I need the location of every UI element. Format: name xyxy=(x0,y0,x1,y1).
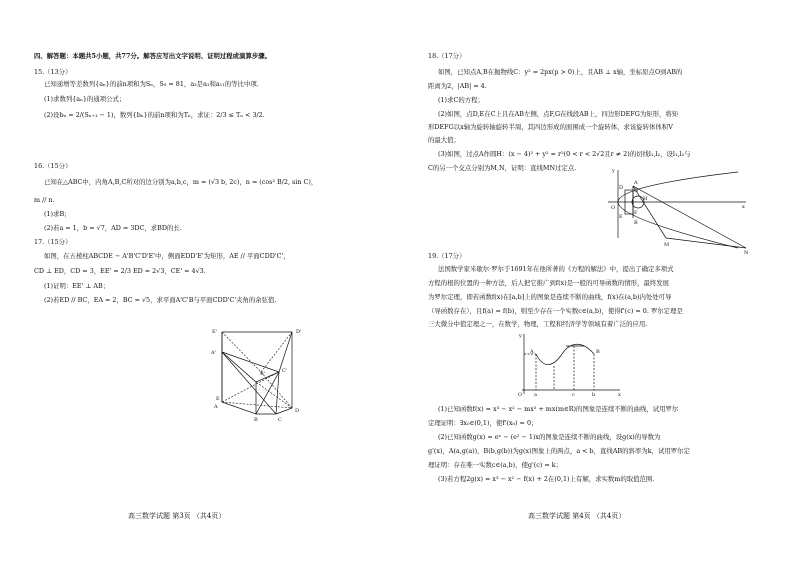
q17-heading: 17.（15分） xyxy=(34,238,72,246)
prism-label-A1: A' xyxy=(211,350,216,356)
q18-stem: 如图，已知点A,B在抛物线C：y² = 2px(p > 0)上，且AB ⊥ x轴，坐标原点O到AB的 xyxy=(438,68,683,76)
fig18-F: F xyxy=(634,210,638,216)
q19-stem-2: 方程的根的位置的一种方法，后人把它推广到f(x)是一般的可导函数的情形，最终发展 xyxy=(428,279,670,287)
fig18-M: M xyxy=(664,242,670,248)
prism-figure xyxy=(206,322,326,422)
prism-label-A: A xyxy=(214,404,218,410)
q18-part3-cont: C的另一个交点分别为M,N，证明：直线MN过定点. xyxy=(428,164,577,172)
rolle-figure xyxy=(514,332,624,398)
fig19-B: B xyxy=(596,349,600,355)
page-3-footer: 高三数学试题 第3页 （共4页） xyxy=(128,512,226,520)
fig18-D: D xyxy=(619,185,624,191)
prism-label-E: E xyxy=(216,396,220,402)
q19-stem-4: （导函数存在），且f(a) = f(b)，则至少存在一个实数c∈(a,b)，使得f'(c) = 0. 罗尔定理是 xyxy=(428,307,683,315)
q19-stem-3: 为罗尔定理，即若函数f(x)在[a,b]上的图象是连续不断的曲线，f(x)在(a,b)内处处可导 xyxy=(428,293,672,301)
q19-part2-cont: g'(x)，A(a,g(a))，B(b,g(b))为g(x)图象上的两点，a < b，直线AB的斜率为k，试用罗尔定 xyxy=(428,447,690,455)
q19-part1: (1)已知函数f(x) = x³ − x² − mx² + mx(m∈R)的图象是连续不断的曲线，试用罗尔 xyxy=(438,405,679,413)
q18-stem-cont: 距离为2，|AB| = 4. xyxy=(428,82,487,90)
fig19-y: y xyxy=(519,333,522,339)
q18-part2-cont: 形DEFG以x轴为旋转轴旋转半周，其四边形成的面围成一个旋转体，求该旋转体体积V xyxy=(428,123,673,131)
q16-stem: 已知在△ABC中，内角A,B,C所对的边分别为a,b,c，m = (√3 b, 2c)，n = (cos² B/2, sin C)， xyxy=(44,178,318,186)
fig18-O: O xyxy=(611,205,616,211)
q17-part1: (1)证明：EE' ⊥ AB； xyxy=(44,282,110,290)
prism-label-C: C xyxy=(278,417,282,423)
q19-part1-cont: 定理证明：∃x₀∈(0,1)，使f'(x₀) = 0； xyxy=(428,419,538,427)
q17-stem: 如图，在五棱柱ABCDE − A'B'C'D'E'中，侧面EDD'E'为矩形，AE // 平面CDD'C'， xyxy=(44,252,290,260)
fig18-G: G xyxy=(634,188,638,194)
page-4 xyxy=(428,0,764,562)
q15-heading: 15.（13分） xyxy=(34,68,72,76)
prism-label-D: D xyxy=(295,408,300,414)
fig18-x: x xyxy=(742,204,745,210)
fig19-a: a xyxy=(534,392,537,398)
fig19-O: O xyxy=(518,392,523,398)
q19-part3: (3)若方程2g(x) = x³ − x² − f(x) + 2在(0,1)上有解，求实数m的取值范围. xyxy=(438,475,655,483)
fig18-N: N xyxy=(744,250,749,256)
q19-part2-end: 理证明：存在唯一实数c∈(a,b)，使g'(c) = k； xyxy=(428,461,563,469)
section-heading: 四、解答题：本题共5小题，共77分。解答应写出文字说明、证明过程或演算步骤。 xyxy=(34,52,272,60)
q16-heading: 16.（15分） xyxy=(34,162,72,170)
parabola-figure xyxy=(598,166,748,256)
fig18-H: H xyxy=(643,196,648,202)
fig19-c: c xyxy=(572,392,575,398)
fig18-A: A xyxy=(634,180,638,186)
q17-part2: (2)若ED // BC，EA = 2，BC = √5，求平面A'C'B与平面CDD'C'夹角的余弦值. xyxy=(44,296,277,304)
prism-label-B: B xyxy=(254,417,258,423)
fig19-A: A xyxy=(530,349,534,355)
q19-part2: (2)已知函数g(x) = eˣ − (e² − 1)x的图象是连续不断的曲线，设g(x)的导数为 xyxy=(438,433,661,441)
q19-stem-5: 三大微分中值定理之一，在数学，物理，工程和经济学等领域有着广泛的应用. xyxy=(428,320,648,328)
q15-stem: 已知递增等差数列{aₙ}的前n项和为Sₙ，S₉ = 81，a₃是a₁和a₁₁的等比中项. xyxy=(44,80,259,88)
q16-part2: (2)若a = 1，b = √7，AD = 3DC，求BD的长. xyxy=(44,224,182,232)
fig19-x: x xyxy=(618,392,621,398)
fig18-E: E xyxy=(619,214,623,220)
q18-part2-end: 的最大值； xyxy=(428,136,460,144)
fig18-B: B xyxy=(634,220,638,226)
q18-part3: (3)如图，过点A作圆H：(x − 4)² + y² = r²(0 < r < 2√2且r ≠ 2)的切线l₁,l₂，设l₁,l₂与 xyxy=(438,150,691,158)
q18-heading: 18.（17分） xyxy=(428,52,466,60)
page-3 xyxy=(34,0,374,562)
fig18-y: y xyxy=(612,168,615,174)
q17-stem-cont: CD ⊥ ED，CD = 3，EE' = 2/3 ED = 2√3，CE' = 4√3. xyxy=(34,267,206,275)
q15-part2: (2)设bₙ = 2/(Sₙ₊₁ − 1)，数列{bₙ}的前n项和为Tₙ，求证：2/3 ≤ Tₙ < 3/2. xyxy=(44,111,265,119)
q15-part1: (1)求数列{aₙ}的通项公式； xyxy=(44,95,126,103)
q19-stem-1: 法国数学家米歇尔·罗尔于1691年在他所著的《方程的解法》中，提出了确定多项式 xyxy=(438,265,674,273)
q16-part1: (1)求B； xyxy=(44,210,71,218)
q19-heading: 19.（17分） xyxy=(428,252,466,260)
fig19-b: b xyxy=(592,392,596,398)
q16-stem-cont: m // n. xyxy=(34,196,55,204)
prism-label-D1: D' xyxy=(296,329,302,335)
prism-label-C1: C' xyxy=(282,368,288,374)
q18-part2: (2)如图，点D,E在C上且在AB左侧，点F,G在线段AB上，四边形DEFG为矩形，将矩 xyxy=(438,110,679,118)
prism-label-B1: B' xyxy=(260,371,266,377)
q18-part1: (1)求C的方程； xyxy=(438,96,484,104)
page-4-footer: 高三数学试题 第4页 （共4页） xyxy=(528,512,626,520)
prism-label-E1: E' xyxy=(212,329,218,335)
